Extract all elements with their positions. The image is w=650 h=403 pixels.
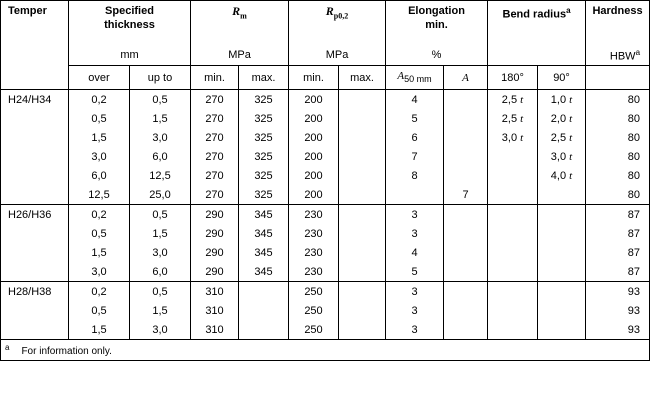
a50mm-symbol [397, 69, 432, 85]
cell-rp-max [339, 90, 386, 110]
footnote [1, 340, 650, 361]
cell-thickness-up-to: 12,5 [130, 166, 191, 185]
header-rm [191, 1, 289, 45]
cell-bend-180 [488, 109, 538, 128]
subheader-rm-max: max. [239, 66, 289, 90]
cell-rm-min: 290 [191, 243, 239, 262]
table-row [1, 301, 650, 320]
unit-hardness-text: HBW [609, 50, 636, 63]
cell-rp-min: 200 [289, 147, 339, 166]
unit-hardness-footnote-marker: a [635, 47, 641, 57]
bend-value: 2,5 [501, 112, 518, 125]
cell-rp-max [339, 166, 386, 185]
cell-elongation-a50mm: 3 [386, 224, 444, 243]
cell-hardness: 93 [586, 320, 650, 340]
cell-thickness-up-to: 3,0 [130, 320, 191, 340]
cell-elongation-a50mm [386, 185, 444, 205]
cell-bend-90 [538, 282, 586, 302]
a50mm-subscript: 50 mm [404, 74, 432, 85]
table-row [1, 109, 650, 128]
header-thickness-line2: thickness [104, 19, 155, 31]
header-row-subcolumns [1, 66, 650, 90]
cell-bend-180 [488, 282, 538, 302]
bend-unit-t: t [520, 131, 524, 144]
cell-thickness-over: 3,0 [69, 147, 130, 166]
cell-elongation-a [444, 147, 488, 166]
cell-hardness: 87 [586, 205, 650, 225]
bend-unit-t: t [520, 93, 524, 106]
cell-thickness-over: 0,5 [69, 301, 130, 320]
cell-rm-min: 310 [191, 301, 239, 320]
cell-rm-max: 325 [239, 128, 289, 147]
header-elongation [386, 1, 488, 45]
cell-thickness-up-to: 1,5 [130, 301, 191, 320]
cell-elongation-a50mm: 3 [386, 320, 444, 340]
cell-rp-max [339, 205, 386, 225]
cell-rp-max [339, 320, 386, 340]
cell-elongation-a50mm: 3 [386, 205, 444, 225]
cell-rm-max: 345 [239, 205, 289, 225]
cell-rp-min: 250 [289, 301, 339, 320]
cell-rm-max: 325 [239, 90, 289, 110]
cell-rm-max: 345 [239, 243, 289, 262]
cell-bend-90 [538, 90, 586, 110]
cell-rm-max: 325 [239, 109, 289, 128]
cell-thickness-up-to: 6,0 [130, 147, 191, 166]
cell-temper: H24/H34 [1, 90, 69, 205]
table-row [1, 282, 650, 302]
cell-rp-min: 250 [289, 320, 339, 340]
rm-subscript: m [240, 11, 247, 21]
cell-elongation-a50mm: 8 [386, 166, 444, 185]
cell-elongation-a: 7 [444, 185, 488, 205]
rp02-symbol [325, 4, 349, 21]
cell-thickness-over: 0,5 [69, 109, 130, 128]
cell-rp-max [339, 262, 386, 282]
cell-elongation-a50mm: 3 [386, 301, 444, 320]
cell-rm-max [239, 282, 289, 302]
cell-rm-min: 270 [191, 109, 239, 128]
header-bend-radius [488, 1, 586, 45]
cell-rp-max [339, 128, 386, 147]
cell-elongation-a [444, 109, 488, 128]
cell-hardness: 87 [586, 224, 650, 243]
cell-thickness-up-to: 25,0 [130, 185, 191, 205]
bend-value: 2,5 [501, 93, 518, 106]
cell-thickness-up-to: 3,0 [130, 128, 191, 147]
rp02-subscript: p0,2 [333, 11, 349, 21]
cell-thickness-up-to: 0,5 [130, 90, 191, 110]
unit-rp02: MPa [289, 44, 386, 66]
cell-thickness-up-to: 1,5 [130, 224, 191, 243]
cell-rm-min: 290 [191, 224, 239, 243]
table-row [1, 185, 650, 205]
cell-bend-180 [488, 147, 538, 166]
cell-thickness-over: 0,5 [69, 224, 130, 243]
cell-thickness-over: 3,0 [69, 262, 130, 282]
cell-rm-max [239, 320, 289, 340]
subheader-over: over [69, 66, 130, 90]
cell-rm-max: 345 [239, 224, 289, 243]
cell-elongation-a [444, 128, 488, 147]
cell-bend-90 [538, 166, 586, 185]
cell-bend-180 [488, 185, 538, 205]
header-row-titles [1, 1, 650, 45]
unit-rm: MPa [191, 44, 289, 66]
header-temper: Temper [1, 1, 69, 90]
table-row [1, 262, 650, 282]
bend-value: 2,0 [550, 112, 567, 125]
footnote-row [1, 340, 650, 361]
bend-value: 3,0 [550, 150, 567, 163]
cell-elongation-a [444, 243, 488, 262]
cell-elongation-a50mm: 4 [386, 243, 444, 262]
subheader-a50mm [386, 66, 444, 90]
cell-hardness: 80 [586, 128, 650, 147]
cell-bend-180 [488, 224, 538, 243]
cell-thickness-over: 1,5 [69, 320, 130, 340]
cell-rp-min: 200 [289, 90, 339, 110]
subheader-bend-90: 90° [538, 66, 586, 90]
cell-rp-min: 230 [289, 224, 339, 243]
cell-bend-180 [488, 262, 538, 282]
cell-elongation-a50mm: 3 [386, 282, 444, 302]
cell-rm-min: 290 [191, 205, 239, 225]
rm-symbol [232, 4, 247, 21]
table-row [1, 205, 650, 225]
subheader-rm-min: min. [191, 66, 239, 90]
cell-rm-max: 325 [239, 185, 289, 205]
cell-hardness: 80 [586, 185, 650, 205]
cell-bend-90 [538, 109, 586, 128]
a-symbol: A [462, 71, 469, 84]
cell-rp-max [339, 224, 386, 243]
cell-hardness: 80 [586, 90, 650, 110]
bend-unit-t: t [569, 112, 573, 125]
cell-temper: H28/H38 [1, 282, 69, 340]
cell-bend-90 [538, 185, 586, 205]
cell-elongation-a [444, 282, 488, 302]
unit-hardness [586, 44, 650, 66]
footnote-marker: a [5, 343, 10, 352]
rm-symbol-letter: R [232, 4, 241, 18]
table-row [1, 243, 650, 262]
cell-rm-min: 270 [191, 185, 239, 205]
cell-elongation-a [444, 301, 488, 320]
cell-bend-180 [488, 90, 538, 110]
cell-thickness-over: 0,2 [69, 282, 130, 302]
cell-elongation-a [444, 90, 488, 110]
cell-rm-min: 310 [191, 282, 239, 302]
cell-rp-max [339, 185, 386, 205]
cell-rp-max [339, 147, 386, 166]
cell-rm-min: 290 [191, 262, 239, 282]
cell-elongation-a [444, 205, 488, 225]
bend-unit-t: t [569, 169, 573, 182]
cell-bend-90 [538, 224, 586, 243]
header-hardness: Hardness [586, 1, 650, 45]
cell-elongation-a50mm: 6 [386, 128, 444, 147]
cell-thickness-up-to: 3,0 [130, 243, 191, 262]
cell-rp-max [339, 109, 386, 128]
subheader-rp-min: min. [289, 66, 339, 90]
bend-value: 2,5 [550, 131, 567, 144]
cell-rp-min: 230 [289, 205, 339, 225]
cell-bend-90 [538, 262, 586, 282]
unit-thickness: mm [69, 44, 191, 66]
cell-rp-min: 200 [289, 109, 339, 128]
cell-hardness: 93 [586, 282, 650, 302]
cell-rm-max: 345 [239, 262, 289, 282]
bend-unit-t: t [569, 93, 573, 106]
cell-rp-max [339, 301, 386, 320]
cell-rm-min: 270 [191, 166, 239, 185]
cell-rp-min: 230 [289, 262, 339, 282]
table-row [1, 90, 650, 110]
cell-bend-90 [538, 320, 586, 340]
header-bend-label: Bend radius [502, 8, 567, 21]
cell-bend-180 [488, 301, 538, 320]
cell-temper: H26/H36 [1, 205, 69, 282]
unit-elongation: % [386, 44, 488, 66]
cell-rm-min: 270 [191, 147, 239, 166]
cell-bend-180 [488, 320, 538, 340]
cell-bend-90 [538, 301, 586, 320]
cell-elongation-a [444, 320, 488, 340]
cell-rp-min: 200 [289, 128, 339, 147]
bend-value: 4,0 [550, 169, 567, 182]
cell-hardness: 87 [586, 243, 650, 262]
rp02-symbol-letter: R [325, 4, 334, 18]
cell-elongation-a50mm: 7 [386, 147, 444, 166]
cell-elongation-a [444, 262, 488, 282]
cell-elongation-a [444, 224, 488, 243]
cell-rm-min: 270 [191, 128, 239, 147]
cell-thickness-over: 6,0 [69, 166, 130, 185]
cell-bend-180 [488, 166, 538, 185]
cell-thickness-up-to: 6,0 [130, 262, 191, 282]
header-bend-footnote-marker: a [566, 6, 571, 15]
unit-bend-radius [488, 44, 586, 66]
cell-thickness-over: 1,5 [69, 243, 130, 262]
cell-rp-min: 200 [289, 185, 339, 205]
table-row [1, 224, 650, 243]
cell-rm-max: 325 [239, 166, 289, 185]
bend-unit-t: t [569, 131, 573, 144]
cell-bend-90 [538, 205, 586, 225]
cell-rp-min: 250 [289, 282, 339, 302]
cell-elongation-a50mm: 5 [386, 109, 444, 128]
cell-bend-180 [488, 205, 538, 225]
bend-unit-t: t [569, 150, 573, 163]
table-row [1, 166, 650, 185]
cell-thickness-up-to: 0,5 [130, 282, 191, 302]
header-row-units [1, 44, 650, 66]
subheader-hardness-blank [586, 66, 650, 90]
table-row [1, 147, 650, 166]
a50mm-letter: A [397, 69, 405, 82]
header-specified-thickness [69, 1, 191, 45]
cell-bend-180 [488, 243, 538, 262]
footnote-text: For information only. [21, 346, 112, 357]
cell-hardness: 93 [586, 301, 650, 320]
cell-rp-min: 230 [289, 243, 339, 262]
cell-hardness: 87 [586, 262, 650, 282]
subheader-rp-max: max. [339, 66, 386, 90]
cell-hardness: 80 [586, 147, 650, 166]
header-elongation-line1: Elongation [408, 5, 465, 17]
cell-thickness-over: 0,2 [69, 205, 130, 225]
bend-value: 3,0 [501, 131, 518, 144]
cell-rm-max [239, 301, 289, 320]
subheader-up-to: up to [130, 66, 191, 90]
cell-hardness: 80 [586, 166, 650, 185]
cell-rm-max: 325 [239, 147, 289, 166]
header-rp02 [289, 1, 386, 45]
bend-value: 1,0 [550, 93, 567, 106]
cell-hardness: 80 [586, 109, 650, 128]
bend-unit-t: t [520, 112, 524, 125]
cell-rp-min: 200 [289, 166, 339, 185]
subheader-a [444, 66, 488, 90]
cell-bend-90 [538, 243, 586, 262]
cell-thickness-over: 12,5 [69, 185, 130, 205]
cell-bend-90 [538, 147, 586, 166]
cell-rm-min: 310 [191, 320, 239, 340]
table-row [1, 128, 650, 147]
cell-rp-max [339, 243, 386, 262]
cell-thickness-over: 1,5 [69, 128, 130, 147]
subheader-bend-180: 180° [488, 66, 538, 90]
cell-elongation-a [444, 166, 488, 185]
cell-rm-min: 270 [191, 90, 239, 110]
cell-elongation-a50mm: 5 [386, 262, 444, 282]
cell-thickness-up-to: 1,5 [130, 109, 191, 128]
cell-rp-max [339, 282, 386, 302]
table-row [1, 320, 650, 340]
cell-elongation-a50mm: 4 [386, 90, 444, 110]
cell-bend-90 [538, 128, 586, 147]
cell-bend-180 [488, 128, 538, 147]
header-elongation-line2: min. [425, 19, 448, 31]
header-thickness-line1: Specified [105, 5, 154, 17]
cell-thickness-up-to: 0,5 [130, 205, 191, 225]
cell-thickness-over: 0,2 [69, 90, 130, 110]
